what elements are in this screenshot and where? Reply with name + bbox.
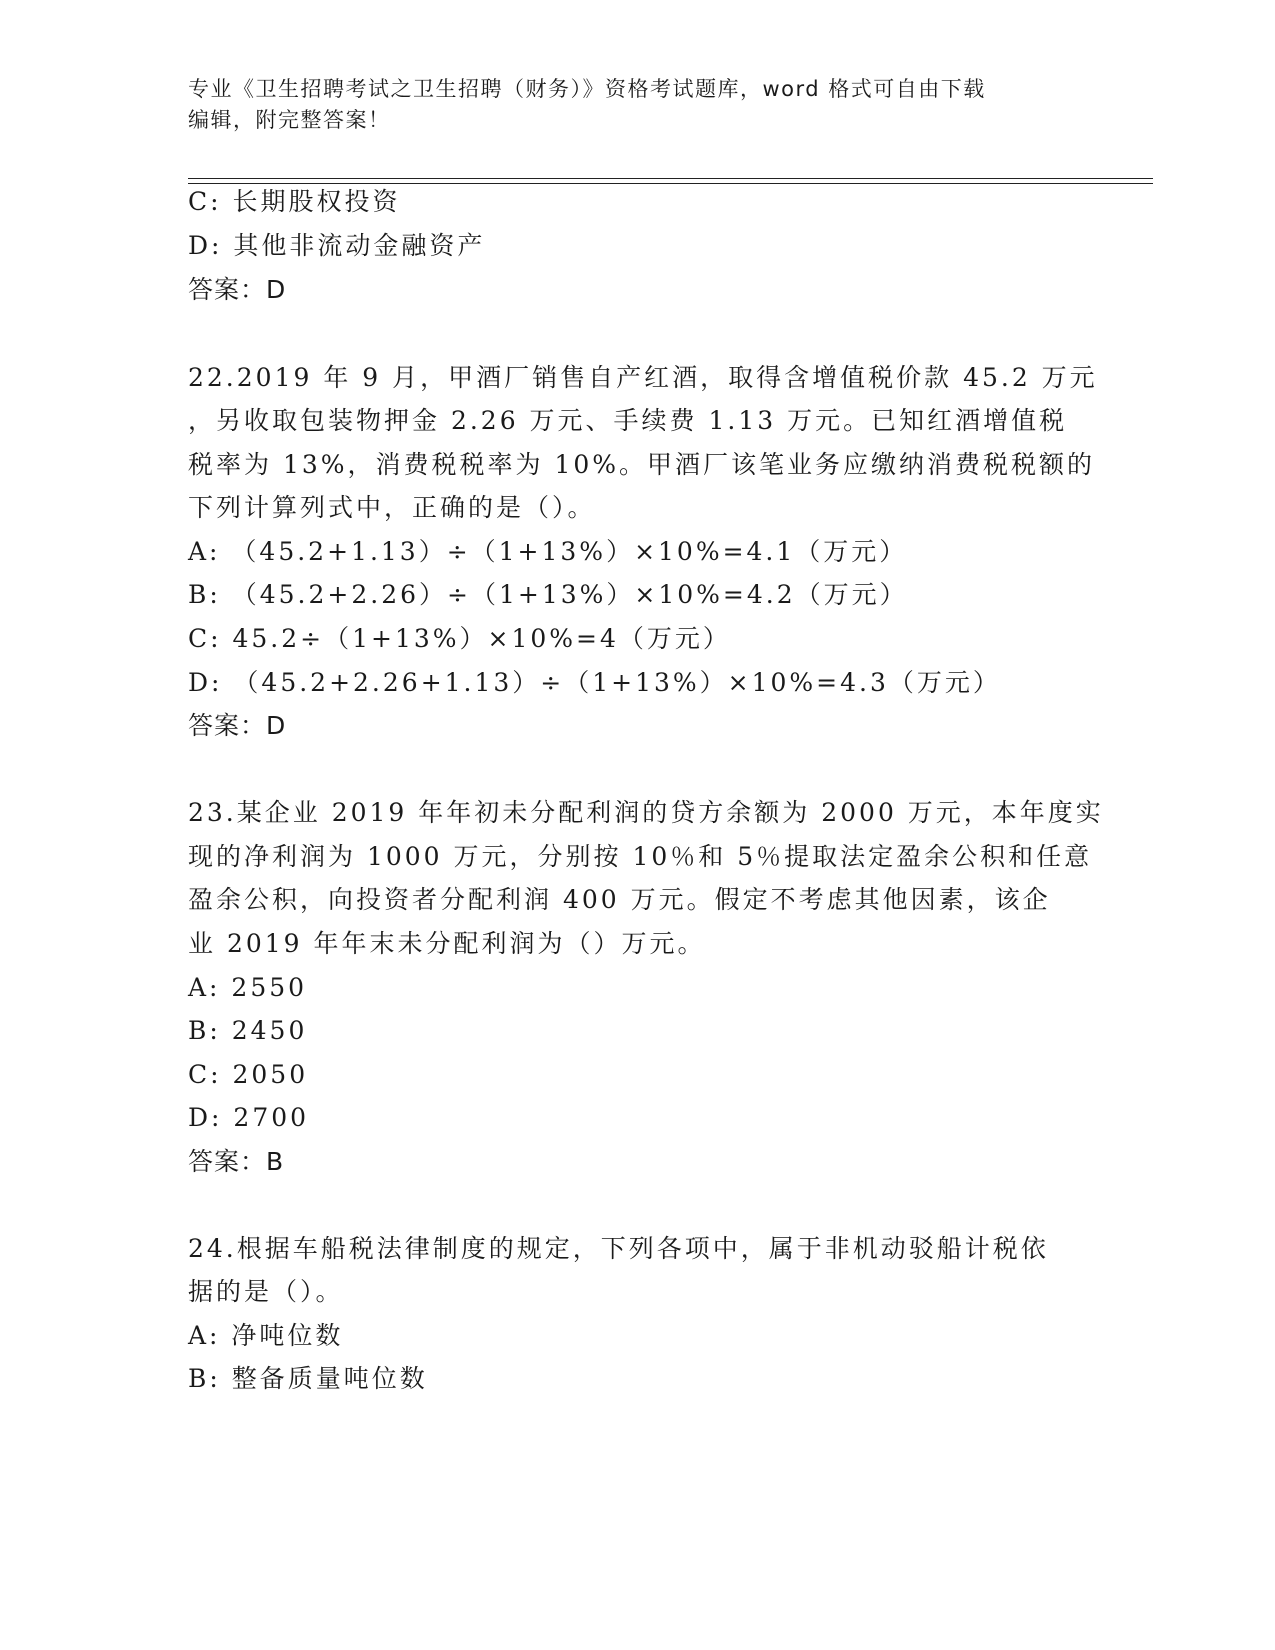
q23-stem-line-1: 23.某企业 2019 年年初未分配利润的贷方余额为 2000 万元，本年度实: [188, 798, 1104, 827]
q22-option-b: B: （45.2+2.26）÷（1+13%）×10%=4.2（万元）: [188, 580, 908, 609]
q24-option-a: A: 净吨位数: [188, 1321, 344, 1350]
q22-stem-line-3: 税率为 13%，消费税税率为 10%。甲酒厂该笔业务应缴纳消费税税额的: [188, 450, 1096, 479]
q21-option-d: D: 其他非流动金融资产: [188, 231, 486, 260]
q24-option-b: B: 整备质量吨位数: [188, 1364, 428, 1393]
q23-answer: 答案：B: [188, 1147, 285, 1176]
q23-stem-line-2: 现的净利润为 1000 万元，分别按 10％和 5％提取法定盈余公积和任意: [188, 842, 1093, 871]
q22-answer: 答案：D: [188, 711, 287, 740]
q24-stem-line-1: 24.根据车船税法律制度的规定，下列各项中，属于非机动驳船计税依: [188, 1234, 1049, 1263]
q22-stem-line-4: 下列计算列式中，正确的是（）。: [188, 493, 596, 522]
header-divider-top: [188, 178, 1153, 179]
q22-option-d: D: （45.2+2.26+1.13）÷（1+13%）×10%=4.3（万元）: [188, 668, 1001, 697]
q22-option-a: A: （45.2+1.13）÷（1+13%）×10%=4.1（万元）: [188, 537, 908, 566]
header-line-2: 编辑，附完整答案！: [188, 108, 391, 132]
q23-stem-line-3: 盈余公积，向投资者分配利润 400 万元。假定不考虑其他因素，该企: [188, 885, 1051, 914]
q22-stem-line-2: ，另收取包装物押金 2.26 万元、手续费 1.13 万元。已知红酒增值税: [188, 406, 1068, 435]
q23-option-d: D: 2700: [188, 1103, 310, 1132]
q23-option-c: C: 2050: [188, 1060, 309, 1089]
q23-option-b: B: 2450: [188, 1016, 308, 1045]
header-divider-bottom: [188, 183, 1153, 184]
q22-option-c: C: 45.2÷（1+13%）×10%=4（万元）: [188, 624, 731, 653]
q21-answer: 答案：D: [188, 275, 287, 304]
header-line-1: 专业《卫生招聘考试之卫生招聘（财务）》资格考试题库，word 格式可自由下载: [188, 77, 986, 101]
q22-stem-line-1: 22.2019 年 9 月，甲酒厂销售自产红酒，取得含增值税价款 45.2 万元: [188, 363, 1098, 392]
document-header: [188, 74, 1068, 136]
q23-stem-line-4: 业 2019 年年末未分配利润为（）万元。: [188, 929, 706, 958]
q24-stem-line-2: 据的是（）。: [188, 1277, 344, 1306]
q21-option-c: C: 长期股权投资: [188, 187, 401, 216]
q23-option-a: A: 2550: [188, 973, 308, 1002]
